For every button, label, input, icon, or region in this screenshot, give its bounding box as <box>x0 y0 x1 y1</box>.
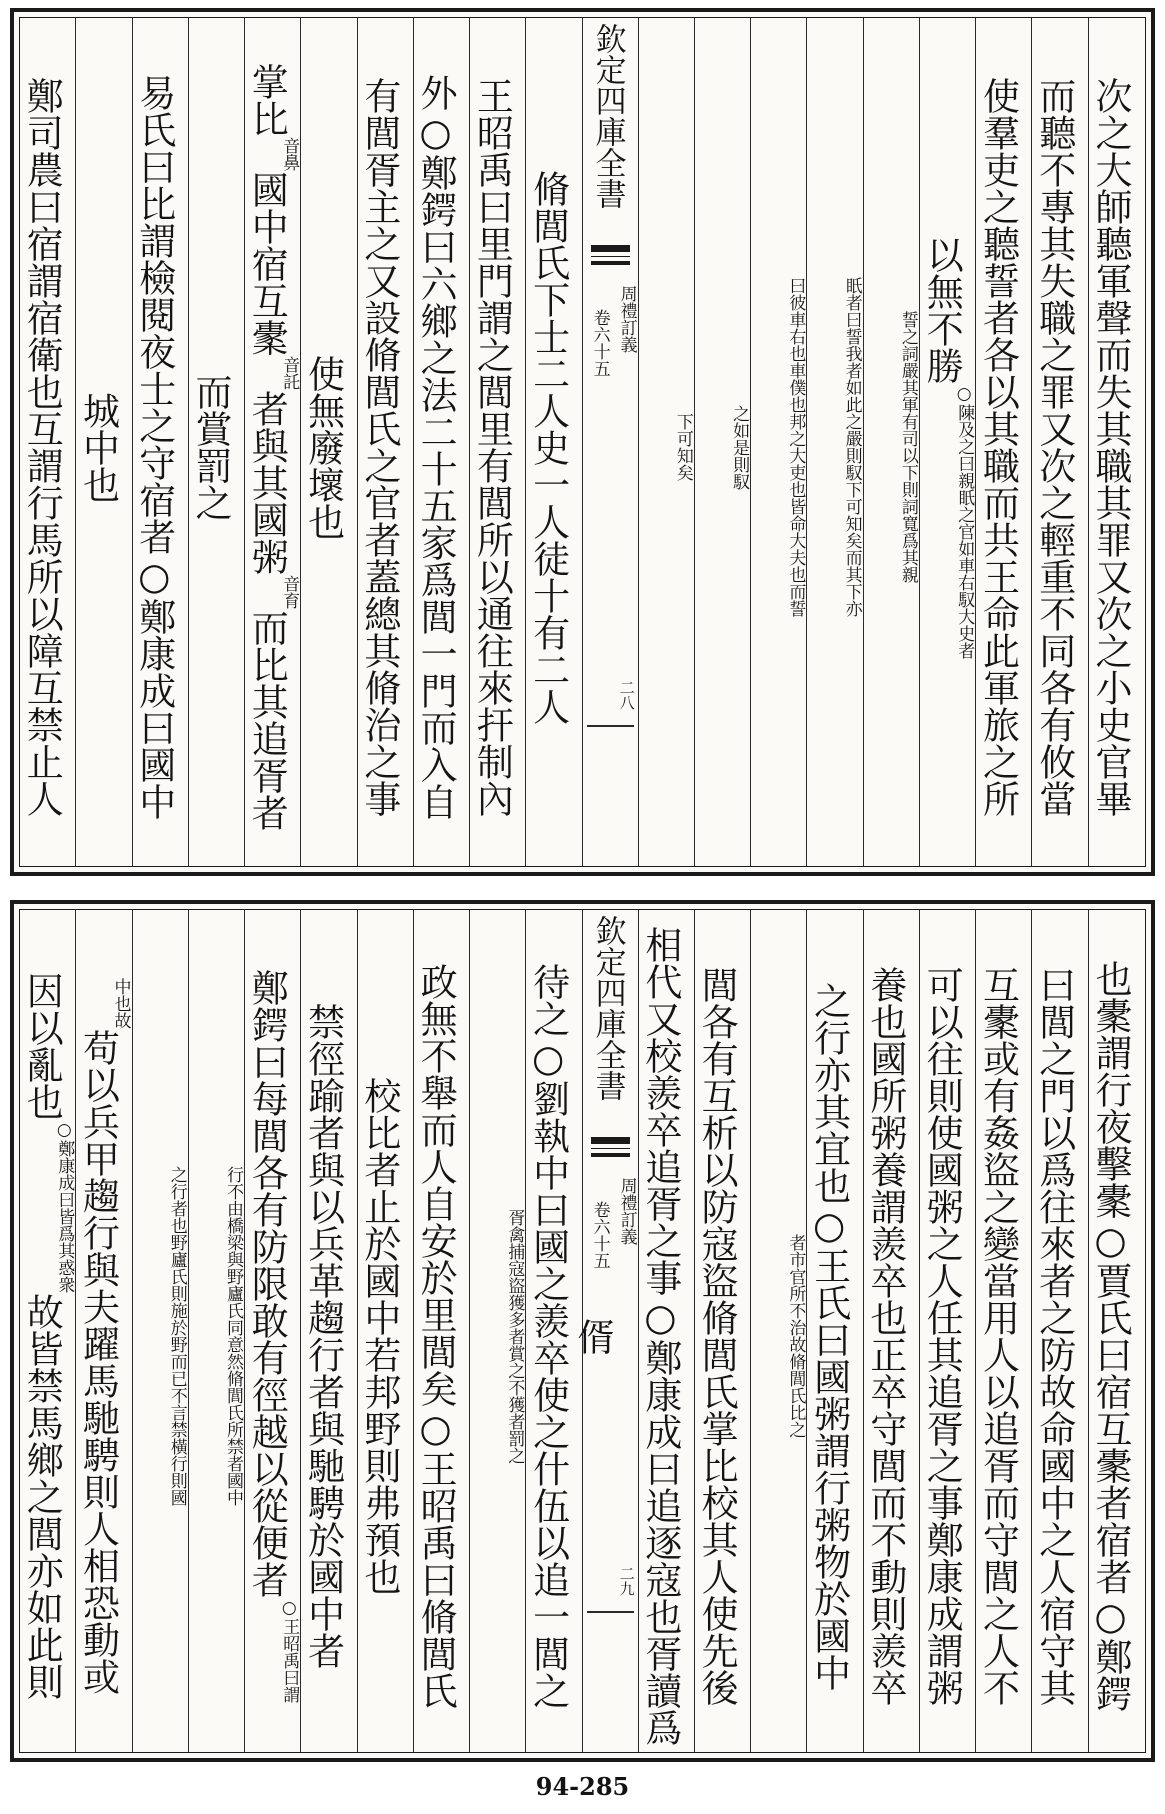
banner-book-title: 周禮訂義 <box>616 285 637 353</box>
banner-volume: 卷六十五 <box>589 309 610 377</box>
banner-page-number: 二八 <box>617 680 636 710</box>
main-text: 養也國所粥養謂羨卒也正卒守閭而不動則羨卒 <box>863 966 907 1706</box>
text-column <box>1031 909 1087 1753</box>
page-top <box>10 8 1155 876</box>
banner-page-number: 二九 <box>617 1566 636 1596</box>
main-text: 脩閭氏下士二人史一人徒十有二人 <box>526 169 570 725</box>
commentary-text: 者市官所不治故脩閭氏比之 <box>785 1234 806 1438</box>
main-text: 可以往則使國粥之人任其追胥之事鄭康成謂粥 <box>920 966 964 1706</box>
text-column <box>1088 17 1144 867</box>
text-column <box>244 909 300 1753</box>
text-column <box>300 17 356 867</box>
commentary-text: 曰彼車右也車僕也邦之大吏也皆命大夫也而誓 <box>785 277 806 617</box>
text-column <box>694 909 750 1753</box>
text-column <box>919 17 975 867</box>
banner-volume: 卷六十五 <box>589 1201 610 1269</box>
main-text: 鄭鍔曰每閭各有防限敢有徑越以從便者 <box>245 969 289 1598</box>
text-column <box>469 17 525 867</box>
page-top-text-frame <box>19 17 1146 867</box>
text-column <box>75 909 131 1753</box>
banner-rule <box>587 725 634 727</box>
commentary-text: ○王昭禹曰謂 <box>279 1598 300 1703</box>
center-banner <box>582 909 638 1753</box>
text-column <box>525 909 581 1753</box>
fishtail-mark <box>591 1137 630 1157</box>
banner-book-title: 周禮訂義 <box>616 1177 637 1245</box>
banner-title: 欽定四庫全書 <box>589 915 626 1101</box>
commentary-text: 誓之詞嚴其軍有司以下則詞寬爲其親 <box>897 311 918 583</box>
main-text: 而賞罰之 <box>189 373 233 521</box>
text-column <box>750 909 806 1753</box>
main-text: 待之○劉執中曰國之羨卒使之什伍以追一閭之 <box>526 963 570 1709</box>
main-text: 互㯻或有姦盜之變當用人以追胥而守閭之人不 <box>976 966 1020 1706</box>
main-text: 王昭禹曰里門謂之閭里有閭所以通往來扞制內 <box>470 77 514 817</box>
main-text: 使無廢壞也 <box>301 354 345 540</box>
text-column <box>694 17 750 867</box>
text-column <box>188 909 244 1753</box>
text-column <box>1031 17 1087 867</box>
commentary-text: 音託 <box>279 356 300 390</box>
main-text: 曰閭之門以爲往來者之防故命國中之人宿守其 <box>1032 966 1076 1706</box>
main-text: 有閭胥主之又設脩閭氏之官者蓋總其脩治之事 <box>357 77 401 817</box>
main-text: 閭各有互析以防寇盜脩閭氏掌比校其人使先後 <box>695 966 739 1706</box>
main-text: 次之大師聽軍聲而失其職其罪又次之小史官畢 <box>1088 77 1132 817</box>
main-text: 外○鄭鍔曰六鄉之法二十五家爲閭一門而入自 <box>414 74 458 820</box>
main-text: 因以亂也 <box>20 972 64 1120</box>
commentary-text: ○鄭康成曰皆爲其惑衆 <box>54 1120 75 1293</box>
commentary-text: 音鼻 <box>279 137 300 171</box>
banner-rule <box>587 1611 634 1613</box>
text-column <box>469 909 525 1753</box>
text-column <box>1088 909 1144 1753</box>
main-text: 之行亦其宜也○王氏曰國粥謂行粥物於國中 <box>807 981 851 1691</box>
text-column <box>806 909 862 1753</box>
text-column <box>19 17 75 867</box>
main-text: 易氏曰比謂檢閱夜士之守宿者○鄭康成曰國中 <box>132 74 176 820</box>
main-text: 鄭司農曰宿謂宿衛也互謂行馬所以障互禁止人 <box>20 77 64 817</box>
commentary-text: 之如是則馭 <box>729 404 750 490</box>
commentary-text: 胥禽捕寇盜獲多者賞之不獲者罰之 <box>504 1208 525 1464</box>
main-text: 而聽不專其失職之罪又次之輕重不同各有攸當 <box>1032 77 1076 817</box>
main-text: 國中宿互㯻 <box>245 171 289 356</box>
text-column <box>357 909 413 1753</box>
text-column <box>638 17 694 867</box>
fishtail-mark <box>591 245 630 265</box>
commentary-text: ○陳及之曰親眂之官如車右馭大史者 <box>954 383 975 659</box>
text-column <box>863 909 919 1753</box>
main-text: 而比其追胥者 <box>245 609 289 831</box>
text-column <box>357 17 413 867</box>
commentary-text: 下可知矣 <box>672 413 693 481</box>
text-column <box>750 17 806 867</box>
page-bottom-text-frame <box>19 909 1146 1753</box>
main-text: 故皆禁馬鄉之閭亦如此則 <box>20 1293 64 1700</box>
main-text: 也㯻謂行夜擊㯻○賈氏曰宿互㯻者宿者○鄭鍔 <box>1088 960 1132 1712</box>
center-banner <box>582 17 638 867</box>
text-column <box>863 17 919 867</box>
main-text: 以無不勝 <box>920 235 964 384</box>
text-column <box>525 17 581 867</box>
main-text: 使羣吏之聽誓者各以其職而共王命此軍旅之所 <box>976 77 1020 817</box>
text-column <box>919 909 975 1753</box>
text-column <box>300 909 356 1753</box>
main-text: 政無不舉而人自安於里閭矣○王昭禹曰脩閭氏 <box>414 963 458 1709</box>
main-text: 掌比 <box>245 63 289 137</box>
text-column <box>75 17 131 867</box>
text-column <box>132 909 188 1753</box>
commentary-text: 音育 <box>279 575 300 609</box>
text-column <box>188 17 244 867</box>
main-text: 苟以兵甲趨行與夫躍馬馳騁則人相恐動或 <box>76 1028 120 1695</box>
text-column <box>19 909 75 1753</box>
main-text: 城中也 <box>76 391 120 503</box>
commentary-text: 行不由橋梁與野廬氏同意然脩閭氏所禁者國中 <box>223 1166 244 1506</box>
banner-title: 欽定四庫全書 <box>589 23 626 209</box>
page-bottom <box>10 900 1155 1762</box>
text-column <box>413 909 469 1753</box>
main-text: 校比者止於國中若邦野則弗預也 <box>357 1077 401 1595</box>
main-text: 者與其國粥 <box>245 390 289 575</box>
text-column <box>413 17 469 867</box>
text-column <box>806 17 862 867</box>
commentary-text: 之行者也野廬氏則施於野而已不言禁橫行則國 <box>166 1166 187 1506</box>
text-column <box>132 17 188 867</box>
main-text: 相代又校羨卒追胥之事○鄭康成曰追逐寇也胥讀爲偦 <box>570 926 682 1746</box>
text-column <box>975 17 1031 867</box>
text-column <box>975 909 1031 1753</box>
commentary-text: 眂者曰誓我者如此之嚴則馭下可知矣而其下亦 <box>841 277 862 617</box>
main-text: 禁徑踰者與以兵革趨行者與馳騁於國中者 <box>301 1003 345 1669</box>
text-column <box>244 17 300 867</box>
footer-page-number: 94-285 <box>535 1772 630 1801</box>
commentary-text: 中也故 <box>110 977 131 1029</box>
